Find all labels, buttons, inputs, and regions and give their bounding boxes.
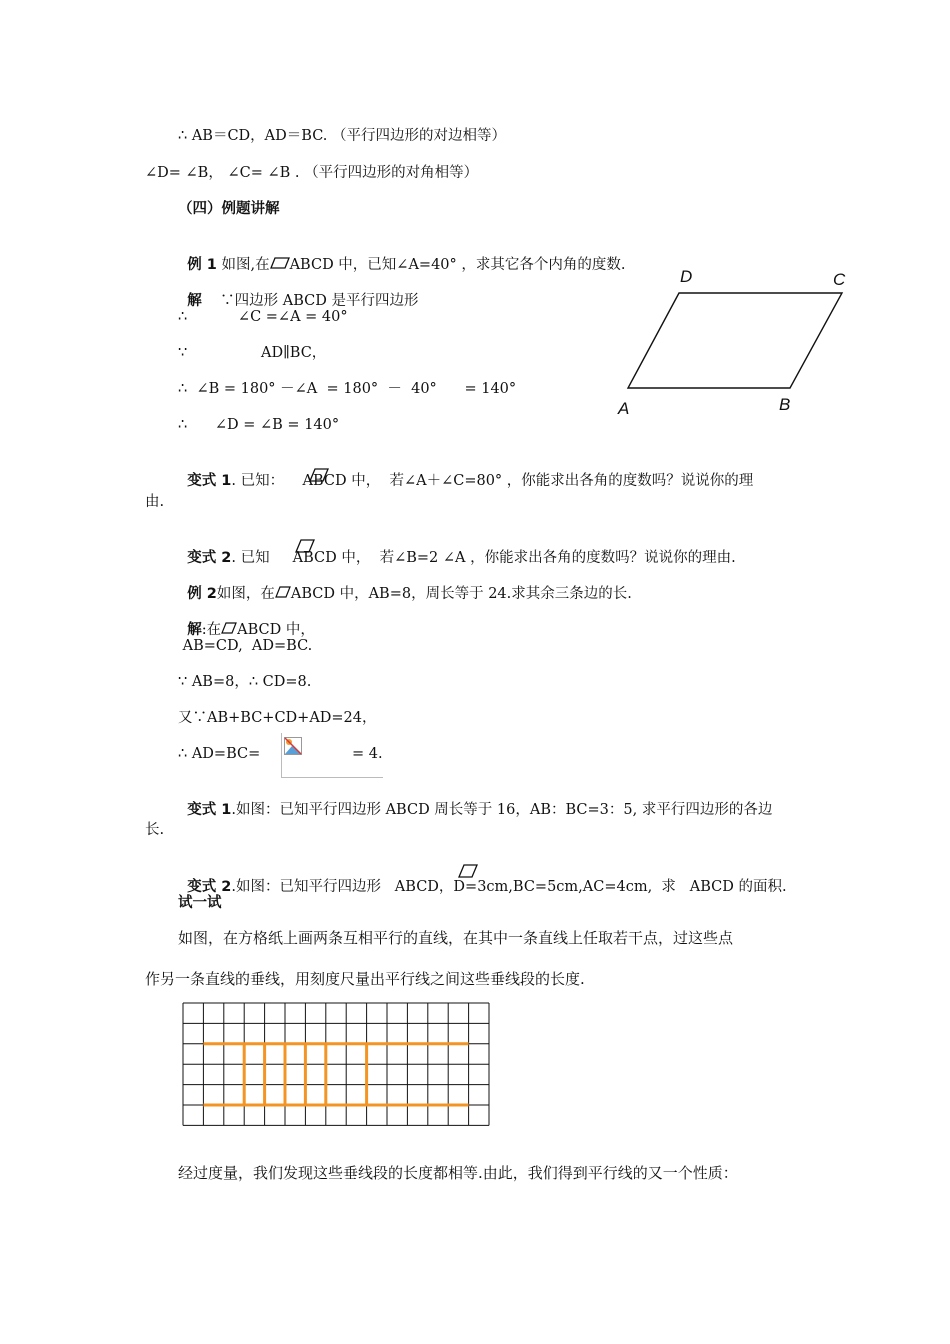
example-1 [178,235,626,275]
variant-2b [178,857,787,897]
variant-1a-label: 变式 1 [187,473,232,489]
solution-2 [178,600,315,640]
solution-2-label: 解 [187,622,202,638]
vertex-label-d: D [680,267,693,286]
example-1-text-b: ABCD 中，已知∠A=40° ，求其它各个内角的度数. [289,257,626,273]
paragraph-1: 如图，在方格纸上画两条互相平行的直线，在其中一条直线上任取若干点，过这些点 [178,929,734,947]
vertex-label-a: A [618,399,630,418]
solution-2-text-a: :在 [201,622,222,638]
vertex-label-b: B [779,395,791,414]
step-cd: ∵ AB=8，∴ CD=8. [178,674,312,690]
variant-2a-label: 变式 2 [187,550,232,566]
result-4: = 4. [352,746,383,762]
variant-2a [178,528,736,568]
variant-2a-text: . 已知 ABCD 中， 若∠B=2 ∠A ，你能求出各角的度数吗？说说你的理由. [231,550,736,566]
step-equal-sides: AB=CD, AD=BC. [178,638,313,654]
example-1-text-a: 如图,在 [216,257,270,273]
parallelogram-symbol-icon [295,539,315,553]
grid-figure [180,1000,492,1128]
solution-1 [178,271,419,311]
parallelogram-symbol-icon [458,864,478,878]
paragraph-3: 经过度量，我们发现这些垂线段的长度都相等.由此，我们得到平行线的又一个性质： [178,1164,738,1182]
variant-1b-label: 变式 1 [187,802,232,818]
example-1-label: 例 1 [187,257,217,273]
example-2-text-b: ABCD 中，AB=8，周长等于 24.求其余三条边的长. [290,586,632,602]
parallelogram-figure [612,262,862,422]
step-angle-c: ∴ ∠C =∠A = 40° [178,309,348,325]
example-2-text-a: 如图，在 [216,586,275,602]
try-heading: 试一试 [178,895,222,911]
solution-2-text-b: ABCD 中， [237,622,315,638]
line-opposite-angles: ∠D= ∠B， ∠C= ∠B . （平行四边形的对角相等） [145,165,479,181]
step-angle-d: ∴ ∠D = ∠B = 140° [178,417,340,433]
variant-1b-text: .如图：已知平行四边形 ABCD 周长等于 16，AB：BC=3：5, 求平行四边形的各边 [231,802,773,818]
example-2-label: 例 2 [187,586,217,602]
parallelogram-symbol-icon [309,468,329,482]
variant-1b-cont: 长. [145,822,165,838]
paragraph-2: 作另一条直线的垂线，用刻度尺量出平行线之间这些垂线段的长度. [145,970,585,988]
step-angle-b: ∴ ∠B = 180° －∠A = 180° － 40° = 140° [178,381,517,397]
parallelogram-shape [628,293,842,388]
variant-2b-text-b: D=3cm,BC=5cm,AC=4cm, 求 ABCD 的面积. [453,879,787,895]
example-2 [178,564,632,604]
variant-1b [178,780,772,820]
variant-2b-text-a: .如图：已知平行四边形 ABCD， [231,879,454,895]
step-parallel: ∵ AD∥BC， [178,345,327,361]
solution-1-text: ∵四边形 ABCD 是平行四边形 [201,293,419,309]
step-ad-bc: ∴ AD=BC= [178,746,261,762]
solution-1-label: 解 [187,293,202,309]
step-perimeter: 又∵AB+BC+CD+AD=24， [178,710,377,726]
variant-1a-cont: 由. [145,494,165,510]
broken-image-icon [284,737,302,755]
variant-2b-label: 变式 2 [187,879,232,895]
section-heading: （四）例题讲解 [178,201,280,217]
variant-1a-text: . 已知： ABCD 中， 若∠A＋∠C=80° ，你能求出各角的度数吗？说说你的理 [231,473,754,489]
vertex-label-c: C [833,270,846,289]
variant-1a [178,451,753,491]
line-opposite-sides: ∴ AB＝CD，AD＝BC. （平行四边形的对边相等） [178,128,506,144]
